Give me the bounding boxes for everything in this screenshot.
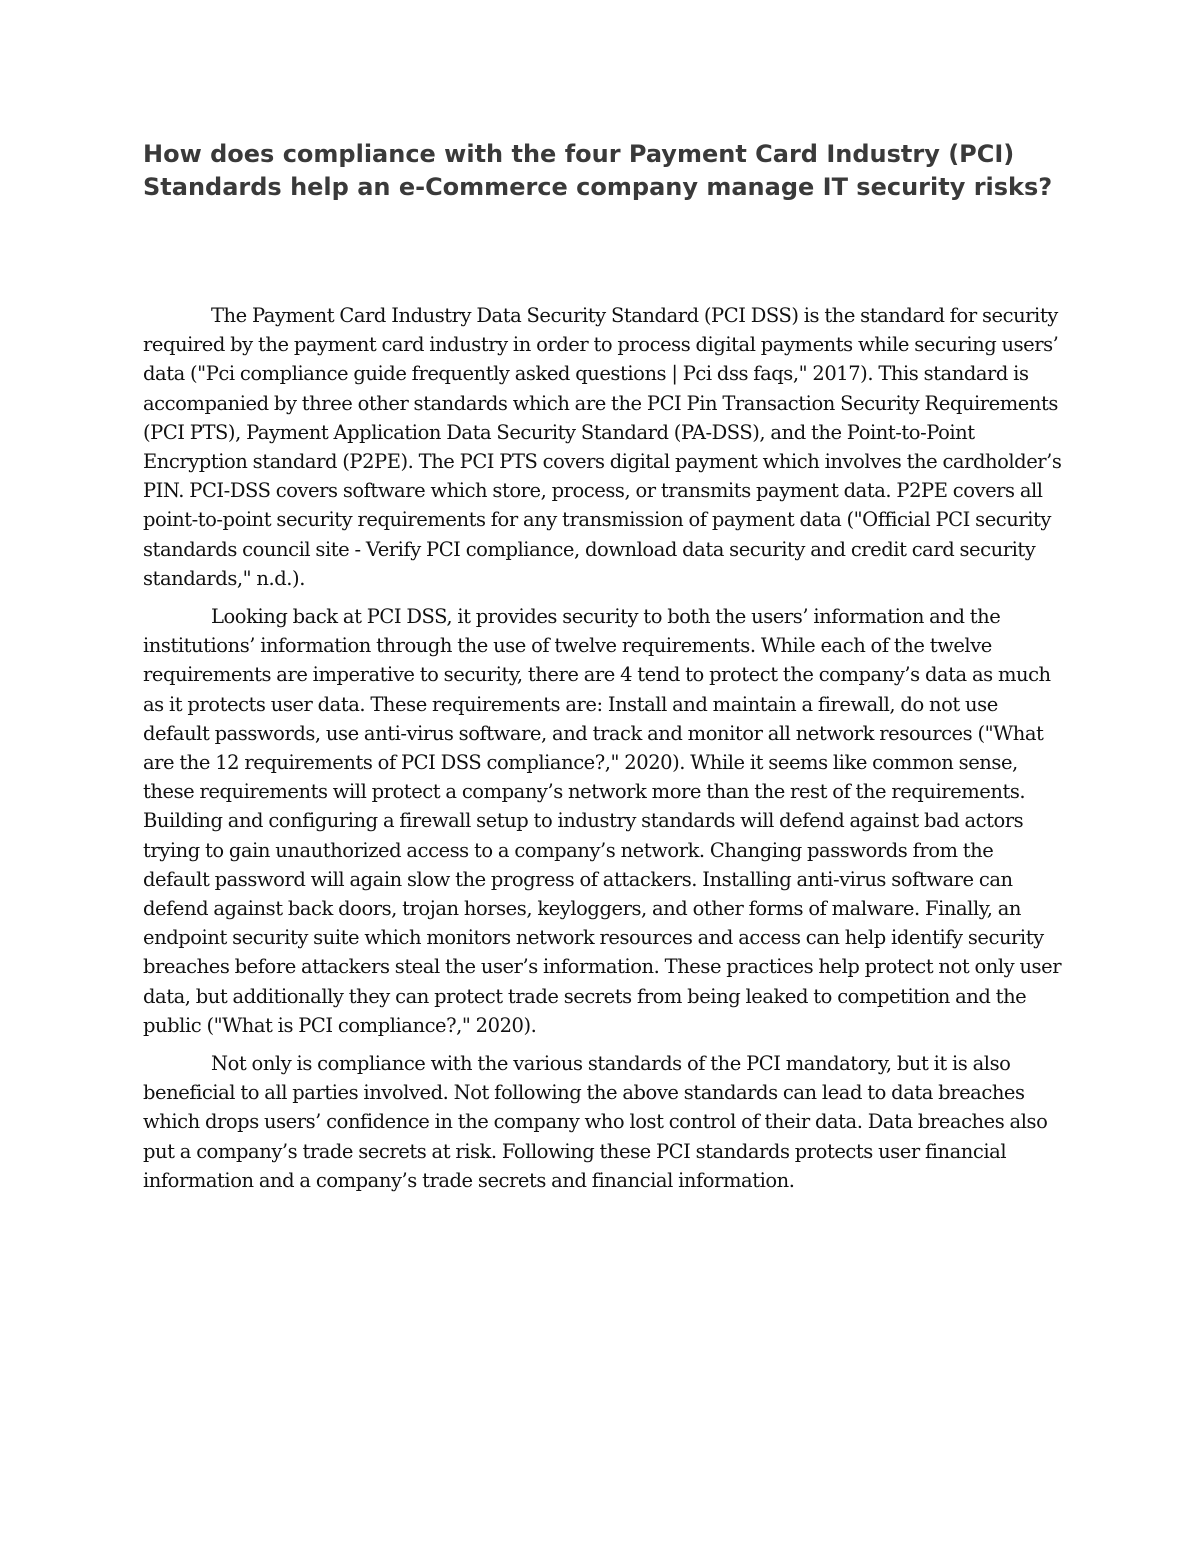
document-body — [143, 301, 1063, 1204]
paragraph-compliance-benefits: Not only is compliance with the various standards of the PCI mandatory, but it is also beneficial to all parties involved. Not following the above standards can lead to data breaches which drops users’ confidence in the company who lost control of their data. Data breaches also put a company’s trade secrets at risk. Following these PCI standards protects user financial information and a company’s trade secrets and financial information. — [143, 1052, 1048, 1192]
paragraph-twelve-requirements: Looking back at PCI DSS, it provides security to both the users’ information and the institutions’ information through the use of twelve requirements. While each of the twelve requirements are imperative to security, there are 4 tend to protect the company’s data as much as it protects user data. These requirements are: Install and maintain a firewall, do not use default passwords, use anti-virus software, and track and monitor all network resources ("What are the 12 requirements of PCI DSS compliance?," 2020). While it seems like common sense, these requirements will protect a company’s network more than the rest of the requirements. Building and configuring a firewall setup to industry standards will defend against bad actors trying to gain unauthorized access to a company’s network. Changing passwords from the default password will again slow the progress of attackers. Installing anti-virus software can defend against back doors, trojan horses, keyloggers, and other forms of malware. Finally, an endpoint security suite which monitors network resources and access can help identify security breaches before attackers steal the user’s information. These practices help protect not only user data, but additionally they can protect trade secrets from being leaked to competition and the public ("What is PCI compliance?," 2020). — [143, 605, 1062, 1037]
document-title: How does compliance with the four Payment Card Industry (PCI) Standards help an e-Commerce company manage IT security risks? — [143, 140, 1053, 201]
paragraph-pci-dss-overview: The Payment Card Industry Data Security Standard (PCI DSS) is the standard for security required by the payment card industry in order to process digital payments while securing users’ data ("Pci compliance guide frequently asked questions | Pci dss faqs," 2017). This standard is accompanied by three other standards which are the PCI Pin Transaction Security Requirements (PCI PTS), Payment Application Data Security Standard (PA-DSS), and the Point-to-Point Encryption standard (P2PE). The PCI PTS covers digital payment which involves the cardholder’s PIN. PCI-DSS covers software which store, process, or transmits payment data. P2PE covers all point-to-point security requirements for any transmission of payment data ("Official PCI security standards council site - Verify PCI compliance, download data security and credit card security standards," n.d.). — [143, 304, 1062, 590]
